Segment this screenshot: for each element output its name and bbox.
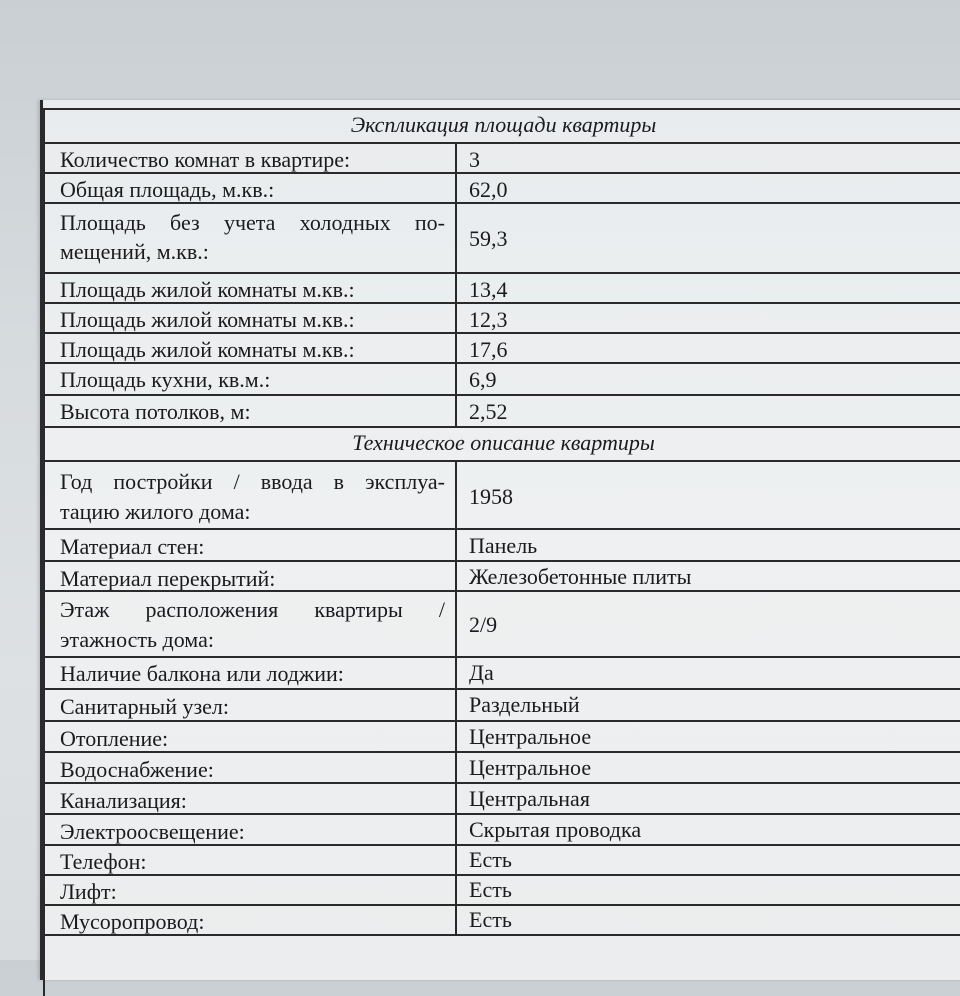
row-label: Лифт: [60, 879, 117, 904]
row-value: Железобетонные плиты [469, 564, 692, 589]
table-row [40, 202, 960, 274]
table-row [40, 720, 960, 753]
row-value: Да [469, 660, 494, 685]
table-row [40, 362, 960, 396]
row-label: Материал перекрытий: [60, 566, 276, 591]
row-label: Материал стен: [60, 534, 205, 559]
row-label: Площадь жилой комнаты м.кв.: [60, 337, 355, 362]
row-value: Раздельный [469, 692, 580, 717]
row-label: Мусоропровод: [60, 909, 205, 934]
row-value: Панель [469, 533, 538, 558]
row-value: Скрытая проводка [469, 817, 642, 842]
row-value: 12,3 [469, 307, 508, 332]
table-row [40, 656, 960, 690]
table-row [40, 142, 960, 174]
row-value: 2/9 [469, 612, 498, 637]
table-row [40, 302, 960, 334]
row-value: Есть [469, 877, 512, 902]
table-row [40, 844, 960, 876]
row-label: Канализация: [60, 788, 187, 813]
table-row [40, 394, 960, 428]
row-value: 13,4 [469, 277, 508, 302]
section-title: Экспликация площади квартиры [43, 110, 960, 144]
row-value: 3 [469, 147, 480, 172]
table-row [40, 688, 960, 722]
row-value: 59,3 [469, 226, 508, 251]
table-row [40, 813, 960, 846]
row-label: Площадь кухни, кв.м.: [60, 367, 271, 392]
row-label: Количество комнат в квартире: [60, 147, 351, 172]
row-label: Площадь жилой комнаты м.кв.: [60, 307, 355, 332]
row-label: Высота потолков, м: [60, 399, 251, 424]
table-row [40, 272, 960, 304]
table-row [40, 172, 960, 204]
row-label: Водоснабжение: [60, 757, 214, 782]
table-row [40, 751, 960, 784]
row-value: 1958 [469, 484, 513, 509]
row-value: Центральное [469, 724, 592, 749]
row-value: Центральная [469, 786, 590, 811]
row-label-line1: Площадь без учета холодных по- [60, 210, 445, 235]
row-label-line2: этажность дома: [60, 627, 214, 652]
row-label: Отопление: [60, 726, 169, 751]
table-row [40, 528, 960, 562]
row-value: Центральное [469, 755, 592, 780]
table-row [40, 560, 960, 592]
table-row [40, 874, 960, 906]
table-row [40, 904, 960, 936]
row-label: Электроосвещение: [60, 819, 245, 844]
row-label: Площадь жилой комнаты м.кв.: [60, 277, 355, 302]
row-label: Общая площадь, м.кв.: [60, 177, 275, 202]
row-label-line1: Этаж расположения квартиры / [60, 597, 445, 622]
table-row [40, 590, 960, 658]
row-label-line2: тацию жилого дома: [60, 499, 251, 524]
row-label: Санитарный узел: [60, 694, 230, 719]
row-label-line2: мещений, м.кв.: [60, 239, 209, 264]
row-value: 6,9 [469, 367, 497, 392]
table-row-empty [40, 934, 960, 996]
section-header-technical [40, 426, 960, 462]
table-row [40, 460, 960, 530]
row-value: 2,52 [469, 399, 508, 424]
row-value: 17,6 [469, 337, 508, 362]
section-header-explication [40, 108, 960, 144]
row-label: Телефон: [60, 849, 147, 874]
section-title: Техническое описание квартиры [43, 428, 960, 462]
row-label-line1: Год постройки / ввода в эксплуа- [60, 469, 445, 494]
row-value: Есть [469, 847, 512, 872]
table-row [40, 782, 960, 815]
empty-cell [43, 936, 960, 996]
row-value: 62,0 [469, 177, 508, 202]
document-sheet [40, 100, 960, 980]
row-label: Наличие балкона или лоджии: [60, 661, 344, 686]
row-value: Есть [469, 907, 512, 932]
table-row [40, 332, 960, 364]
